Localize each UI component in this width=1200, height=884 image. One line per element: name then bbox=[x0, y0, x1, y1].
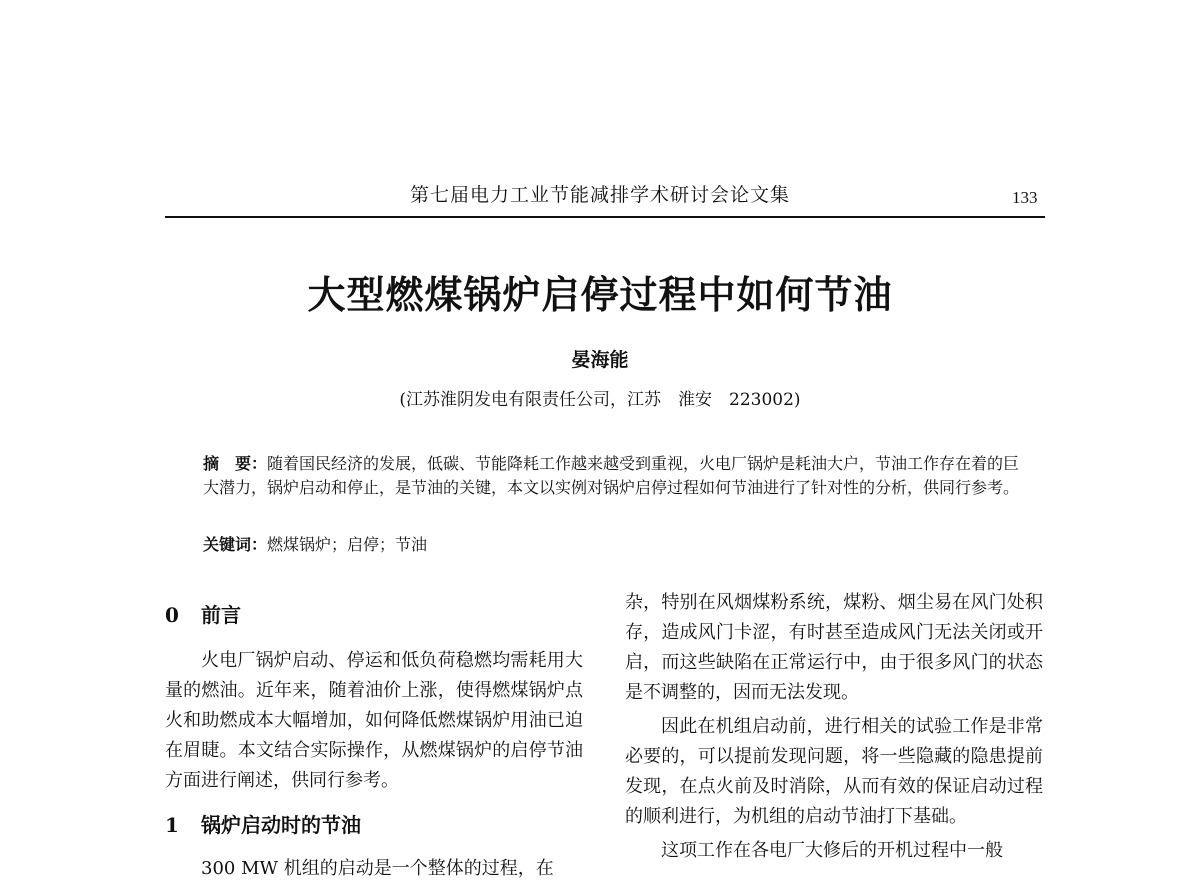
section-number-0: 0 bbox=[165, 603, 179, 627]
body-paragraph: 火电厂锅炉启动、停运和低负荷稳燃均需耗用大量的燃油。近年来，随着油价上涨，使得燃煤锅炉点火和助燃成本大幅增加，如何降低燃煤锅炉用油已迫在眉睫。本文结合实际操作，从燃煤锅炉的启停节油方面进行阐述，供同行参考。 bbox=[165, 650, 583, 791]
header-divider bbox=[165, 216, 1045, 218]
author-affiliation: (江苏淮阴发电有限责任公司，江苏 淮安 223002) bbox=[399, 390, 801, 410]
paper-title: 大型燃煤锅炉启停过程中如何节油 bbox=[307, 272, 893, 317]
body-paragraph: 300 MW 机组的启动是一个整体的过程，在 bbox=[201, 858, 554, 879]
section-title-1: 锅炉启动时的节油 bbox=[201, 813, 361, 837]
left-column bbox=[165, 600, 583, 884]
section-heading-0 bbox=[165, 600, 583, 630]
body-paragraph: 这项工作在各电厂大修后的开机过程中一般 bbox=[661, 840, 1003, 861]
keywords-label: 关键词： bbox=[203, 535, 268, 554]
keywords-text: 燃煤锅炉；启停；节油 bbox=[267, 535, 428, 554]
abstract-label: 摘 要： bbox=[203, 454, 268, 473]
section-heading-1 bbox=[165, 810, 583, 840]
proceedings-title: 第七届电力工业节能减排学术研讨会论文集 bbox=[409, 184, 790, 206]
right-column bbox=[625, 588, 1043, 866]
author-name: 晏海能 bbox=[571, 349, 629, 371]
abstract-text: 随着国民经济的发展，低碳、节能降耗工作越来越受到重视，火电厂锅炉是耗油大户，节油工作存在着的巨大潜力，锅炉启动和停止，是节油的关键，本文以实例对锅炉启停过程如何节油进行了针对性的分析，供同行参考。 bbox=[203, 454, 1020, 497]
page-number: 133 bbox=[1012, 188, 1038, 207]
keywords bbox=[203, 532, 1023, 555]
section-number-1: 1 bbox=[165, 813, 179, 837]
abstract bbox=[203, 452, 1023, 500]
body-paragraph: 因此在机组启动前，进行相关的试验工作是非常必要的，可以提前发现问题，将一些隐藏的隐患提前发现，在点火前及时消除，从而有效的保证启动过程的顺利进行，为机组的启动节油打下基础。 bbox=[625, 716, 1043, 827]
section-title-0: 前言 bbox=[201, 603, 241, 627]
body-paragraph: 杂，特别在风烟煤粉系统，煤粉、烟尘易在风门处积存，造成风门卡涩，有时甚至造成风门无法关闭或开启，而这些缺陷在正常运行中，由于很多风门的状态是不调整的，因而无法发现。 bbox=[625, 592, 1043, 703]
